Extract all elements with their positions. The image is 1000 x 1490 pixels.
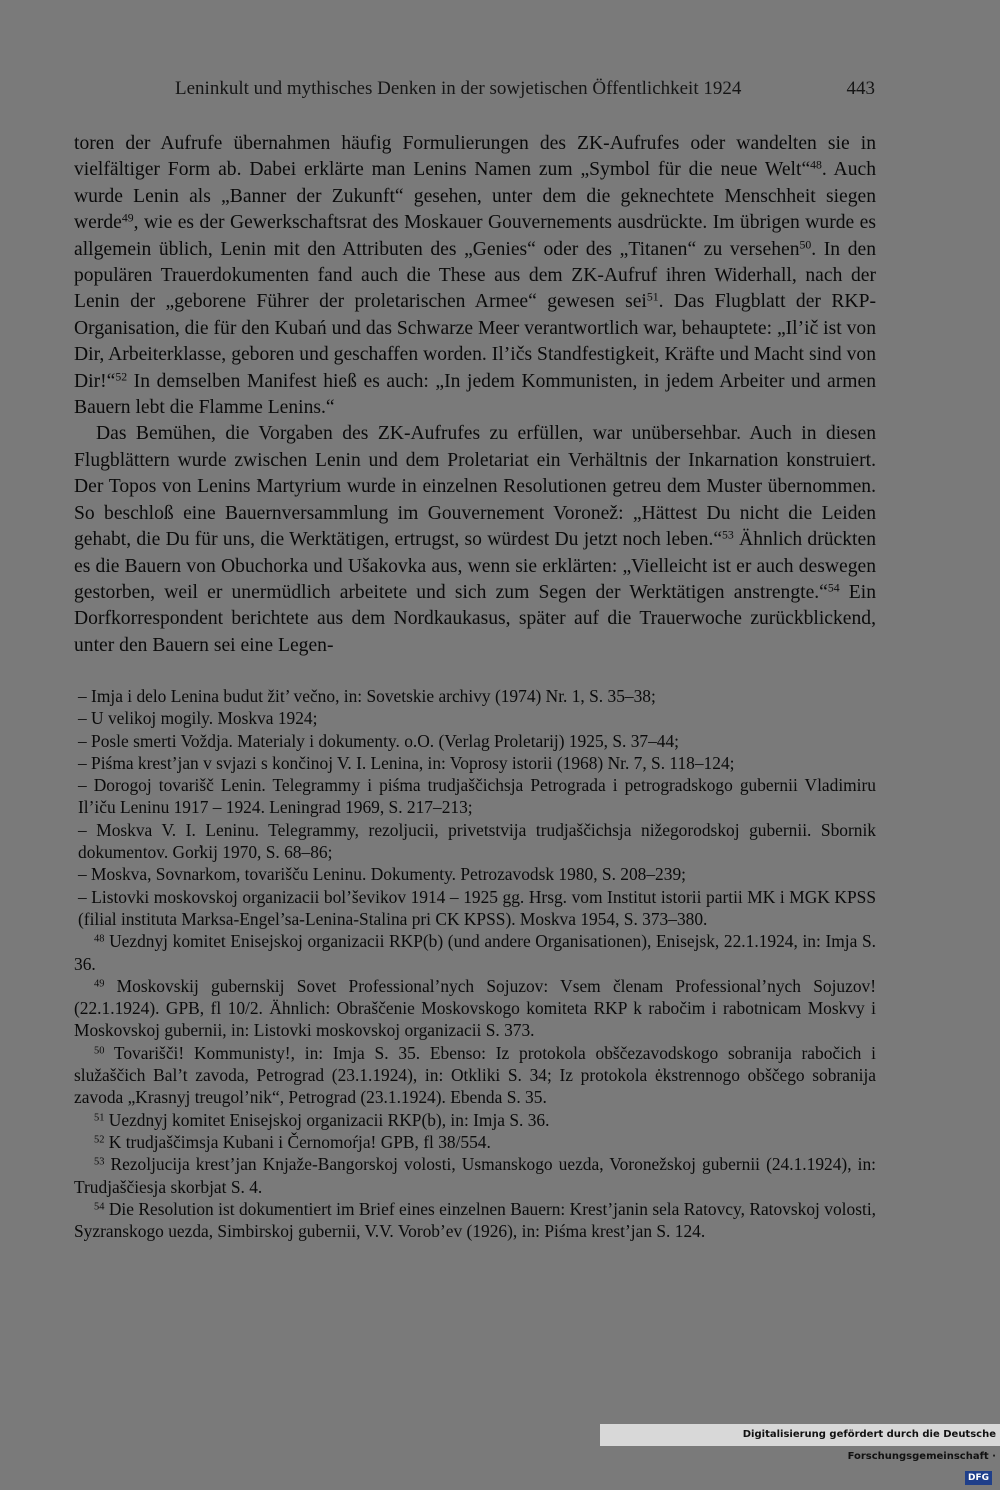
footnote-ref[interactable]: 50 [799, 238, 812, 252]
footnote-number: 54 [94, 1201, 105, 1213]
page-number: 443 [846, 78, 875, 99]
footnote-number: 53 [94, 1156, 105, 1168]
literature-list [74, 685, 876, 930]
footnote-number: 51 [94, 1111, 105, 1123]
paragraph [74, 131, 876, 421]
footnote [74, 1042, 876, 1109]
literature-entry: – Imja i delo Lenina budut žit’ večno, in: Sovetskie archivy (1974) Nr. 1, S. 35–38; [78, 686, 656, 706]
literature-entry: – Moskva V. I. Leninu. Telegrammy, rezoljucii, privetstvija trudjaščichsja nižegorodskoj gubernii. Sbornik dokumentov. Gor̕kij 1970, S. 68–86; [78, 819, 876, 863]
paragraph [74, 421, 876, 659]
footnote-number: 49 [94, 978, 105, 990]
footnote-text: Uezdnyj komitet Enisejskoj organizacii RKP(b) (und andere Organisationen), Enisejsk, 22.1.1924, in: Imja S. 36. [74, 931, 876, 974]
text-run: Ein Dorfkorrespondent berichtete aus dem Nordkaukasus, später auf die Trauerwoche zurückblickend, unter den Bauern sei eine Legen- [74, 581, 876, 656]
text-run: Ähnlich drückten es die Bauern von Obuchorka und Ušakovka aus, wenn sie erklärten: „Vielleicht ist er auch deswegen gestorben, weil er unermüdlich arbeitete und sich zum Segen der Werktätigen anstrengte.“ [74, 529, 876, 603]
literature-entry: – Posle smerti Voždja. Materialy i dokumenty. o.O. (Verlag Proletarij) 1925, S. 37–44; [78, 730, 680, 751]
footnote-text: K trudjaščimsja Kubani i Černomoŕja! GPB, fl 38/554. [104, 1131, 491, 1152]
footnote [74, 1153, 876, 1198]
digitization-footer [600, 1424, 1000, 1483]
footnote-ref[interactable]: 54 [827, 581, 840, 595]
footnote-text: Tovarišči! Kommunisty!, in: Imja S. 35. Ebenso: Iz protokola obščezavodskogo sobranija rabočich i služaščich Bal’t zavoda, Petrograd (23.1.1924), in: Otkliki S. 34; Iz protokola ėkstrennogo obščego sobranija zavoda „Krasnyj treugol’nik“, Petrograd (23.1.1924). Ebenda S. 35. [74, 1042, 876, 1108]
literature-entry: – Piśma krest’jan v svjazi s končinoj V. I. Lenina, in: Voprosy istorii (1968) Nr. 7, S. 118–124; [78, 752, 735, 773]
text-run: . Auch wurde Lenin als „Banner der Zukunft“ gesehen, unter dem die geknechtete Menschheit siegen werde [74, 159, 876, 234]
text-run: In demselben Manifest hieß es auch: „In jedem Kommunisten, in jedem Arbeiter und armen Bauern lebt die Flamme Lenins.“ [74, 370, 876, 419]
footnote-list [74, 930, 876, 1242]
footnote-text: Rezoljucija krest’jan Knjaže-Bangorskoj volosti, Usmanskogo uezda, Voronežskoj gubernii (24.1.1924), in: Trudjaščiesja skorbjat S. 4. [74, 1154, 876, 1197]
main-text [74, 131, 876, 659]
text-run: , wie es der Gewerkschaftsrat des Moskauer Gouvernements ausdrückte. Im übrigen wurde es allgemein üblich, Lenin mit den Attributen des „Genies“ oder des „Titanen“ zu versehen [74, 212, 876, 260]
footnote [74, 975, 876, 1042]
footnote-ref[interactable]: 53 [722, 528, 734, 542]
footnote [74, 1198, 876, 1243]
footnote [74, 1131, 876, 1153]
literature-entry: – Listovki moskovskoj organizacii bol’ševikov 1914 – 1925 gg. Hrsg. vom Institut istorii partii MK i MGK KPSS (filial instituta Marksa-Engel’sa-Lenina-Stalina pri CK KPSS). Moskva 1954, S. 373–380. [78, 886, 876, 929]
literature-entry: – Dorogoj tovarišč Lenin. Telegrammy i piśma trudjaščichsja Petrograda i petrogradskogo gubernii Vladimiru Il’iču Leninu 1917 – 1924. Leningrad 1969, S. 217–213; [78, 775, 876, 818]
footnote-text: Uezdnyj komitet Enisejskoj organizacii RKP(b), in: Imja S. 36. [104, 1109, 550, 1130]
footnote-ref[interactable]: 49 [121, 211, 134, 225]
footnote-text: Moskovskij gubernskij Sovet Professional’nych Sojuzov: Vsem členam Professional’nych Sojuzov! (22.1.1924). GPB, fl 10/2. Ähnlich: Obraščenie Moskovskogo komiteta RKP k rabočim i rabotnicam Moskvy i Moskovskoj gubernii, in: Listovki moskovskoj organizacii S. 373. [74, 975, 876, 1041]
literature-entry: – U velikoj mogily. Moskva 1924; [78, 708, 318, 729]
dfg-logo: DFG [965, 1471, 992, 1485]
text-run: . In den populären Trauerdokumenten fand auch die These aus dem ZK-Aufruf ihren Widerhall, nach der Lenin der „geborene Führer der proletarischen Armee“ gewesen sei [74, 238, 877, 313]
footnote [74, 930, 876, 975]
footnote-ref[interactable]: 48 [810, 158, 822, 172]
funding-credit: Digitalisierung gefördert durch die Deutsche Forschungsgemeinschaft · [742, 1429, 996, 1462]
text-run: . Das Flugblatt der RKP-Organisation, die für den Kubań und das Schwarze Meer verantwortlich war, behauptete: „Il’ič ist von Dir, Arbeiterklasse, geboren und geschaffen worden. Il’ičs Standfestigkeit, Kräfte und Macht sind von Dir!“ [74, 291, 876, 392]
footnote [74, 1109, 876, 1131]
footnote-number: 48 [94, 933, 105, 945]
text-run: toren der Aufrufe übernahmen häufig Formulierungen des ZK-Aufrufes oder wandelten sie in vielfältiger Form ab. Dabei erklärte man Lenins Namen zum „Symbol für die neue Welt“ [74, 133, 876, 181]
footnotes-block [74, 685, 876, 1242]
footnote-ref[interactable]: 51 [646, 290, 659, 304]
running-head-title: Leninkult und mythisches Denken in der sowjetischen Öffentlichkeit 1924 [175, 78, 742, 99]
literature-entry: – Moskva, Sovnarkom, tovarišču Leninu. Dokumenty. Petrozavodsk 1980, S. 208–239; [78, 864, 686, 885]
footnote-text: Die Resolution ist dokumentiert im Brief eines einzelnen Bauern: Krest’janin sela Ratovcy, Ratovskoj volosti, Syzranskogo uezda, Simbirskoj gubernii, V.V. Vorob’ev (1926), in: Piśma krest’jan S. 124. [74, 1198, 876, 1242]
footnote-number: 50 [94, 1045, 105, 1057]
text-run: Das Bemühen, die Vorgaben des ZK-Aufrufes zu erfüllen, war unübersehbar. Auch in diesen Flugblättern wurde zwischen Lenin und dem Proletariat ein Verhältnis der Inkarnation konstruiert. Der Topos von Lenins Martyrium wurde in einzelnen Resolutionen getreu dem Muster übernommen. So beschloß eine Bauernversammlung im Gouvernement Voronež: „Hättest Du nicht die Leiden gehabt, die Du für uns, die Werktätigen, ertrugst, so würdest Du jetzt noch leben.“ [74, 423, 876, 551]
running-head [75, 78, 875, 106]
footnote-ref[interactable]: 52 [115, 370, 128, 384]
footnote-number: 52 [94, 1134, 105, 1146]
